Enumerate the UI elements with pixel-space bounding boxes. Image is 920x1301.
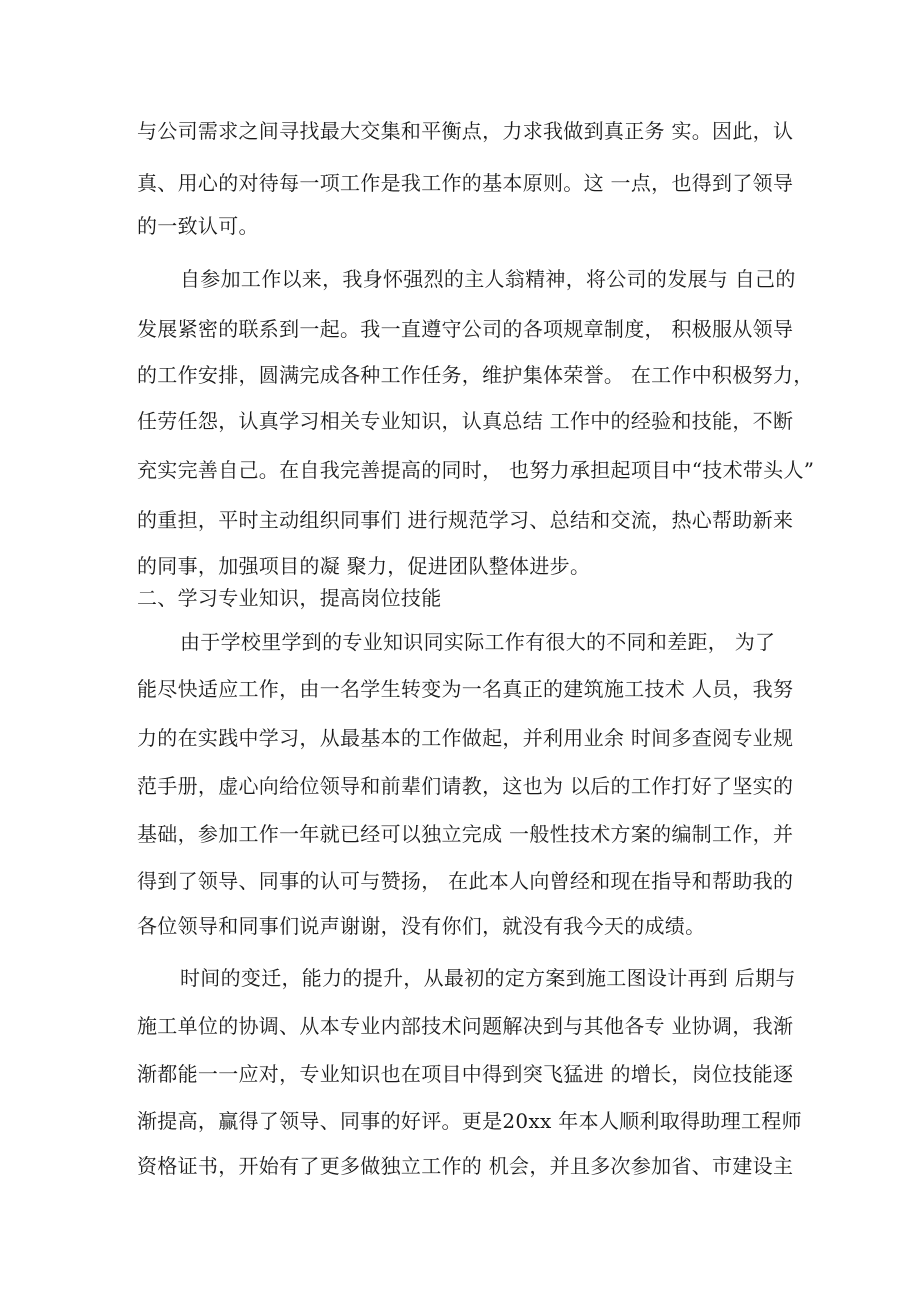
- text-line: 的工作安排，圆满完成各种工作任务，维护集体荣誉。 在工作中积极努力，: [137, 363, 814, 387]
- text-line: 的同事，加强项目的凝 聚力，促进团队整体进步。: [137, 554, 591, 578]
- text-line: 渐都能一一应对，专业知识也在项目中得到突飞猛进 的增长，岗位技能逐: [137, 1062, 794, 1086]
- text-line: 与公司需求之间寻找最大交集和平衡点，力求我做到真正务 实。因此，认: [137, 119, 794, 143]
- text-line: 力的在实践中学习，从最基本的工作做起，并利用业余 时间多查阅专业规: [137, 726, 794, 750]
- paragraph-first-line: 自参加工作以来，我身怀强烈的主人翁精神，将公司的发展与 自己的: [180, 267, 796, 291]
- text-line: 发展紧密的联系到一起。我一直遵守公司的各项规章制度， 积极服从领导: [137, 317, 794, 341]
- text-line: 资格证书，开始有了更多做独立工作的 机会，并且多次参加省、市建设主: [137, 1154, 794, 1178]
- text-line: 施工单位的协调、从本专业内部技术问题解决到与其他各专 业协调，我渐: [137, 1014, 794, 1038]
- text-line: 渐提高，赢得了领导、同事的好评。更是20xx 年本人顺利取得助理工程师: [137, 1109, 802, 1133]
- text-line: 得到了领导、同事的认可与赞扬， 在此本人向曾经和现在指导和帮助我的: [137, 869, 794, 893]
- text-line: 的一致认可。: [137, 214, 259, 238]
- text-line: 任劳任怨，认真学习相关专业知识，认真总结 工作中的经验和技能，不断: [137, 409, 794, 433]
- text-line: 能尽快适应工作，由一名学生转变为一名真正的建筑施工技术 人员，我努: [137, 677, 794, 701]
- paragraph-first-line: 由于学校里学到的专业知识同实际工作有很大的不同和差距， 为了: [180, 630, 776, 654]
- text-line: 范手册，虚心向给位领导和前辈们请教，这也为 以后的工作打好了坚实的: [137, 774, 794, 798]
- text-line: 基础，参加工作一年就已经可以独立完成 一般性技术方案的编制工作，并: [137, 822, 794, 846]
- text-line: 的重担，平时主动组织同事们 进行规范学习、总结和交流，热心帮助新来: [137, 508, 794, 532]
- text-line: 充实完善自己。在自我完善提高的同时， 也努力承担起项目中“技术带头人”: [137, 458, 815, 482]
- text-line: 各位领导和同事们说声谢谢，没有你们，就没有我今天的成绩。: [137, 914, 706, 938]
- text-line: 真、用心的对待每一项工作是我工作的基本原则。这 一点，也得到了领导: [137, 171, 794, 195]
- section-heading: 二、学习专业知识，提高岗位技能: [137, 586, 442, 610]
- paragraph-first-line: 时间的变迁，能力的提升，从最初的定方案到施工图设计再到 后期与: [180, 966, 796, 990]
